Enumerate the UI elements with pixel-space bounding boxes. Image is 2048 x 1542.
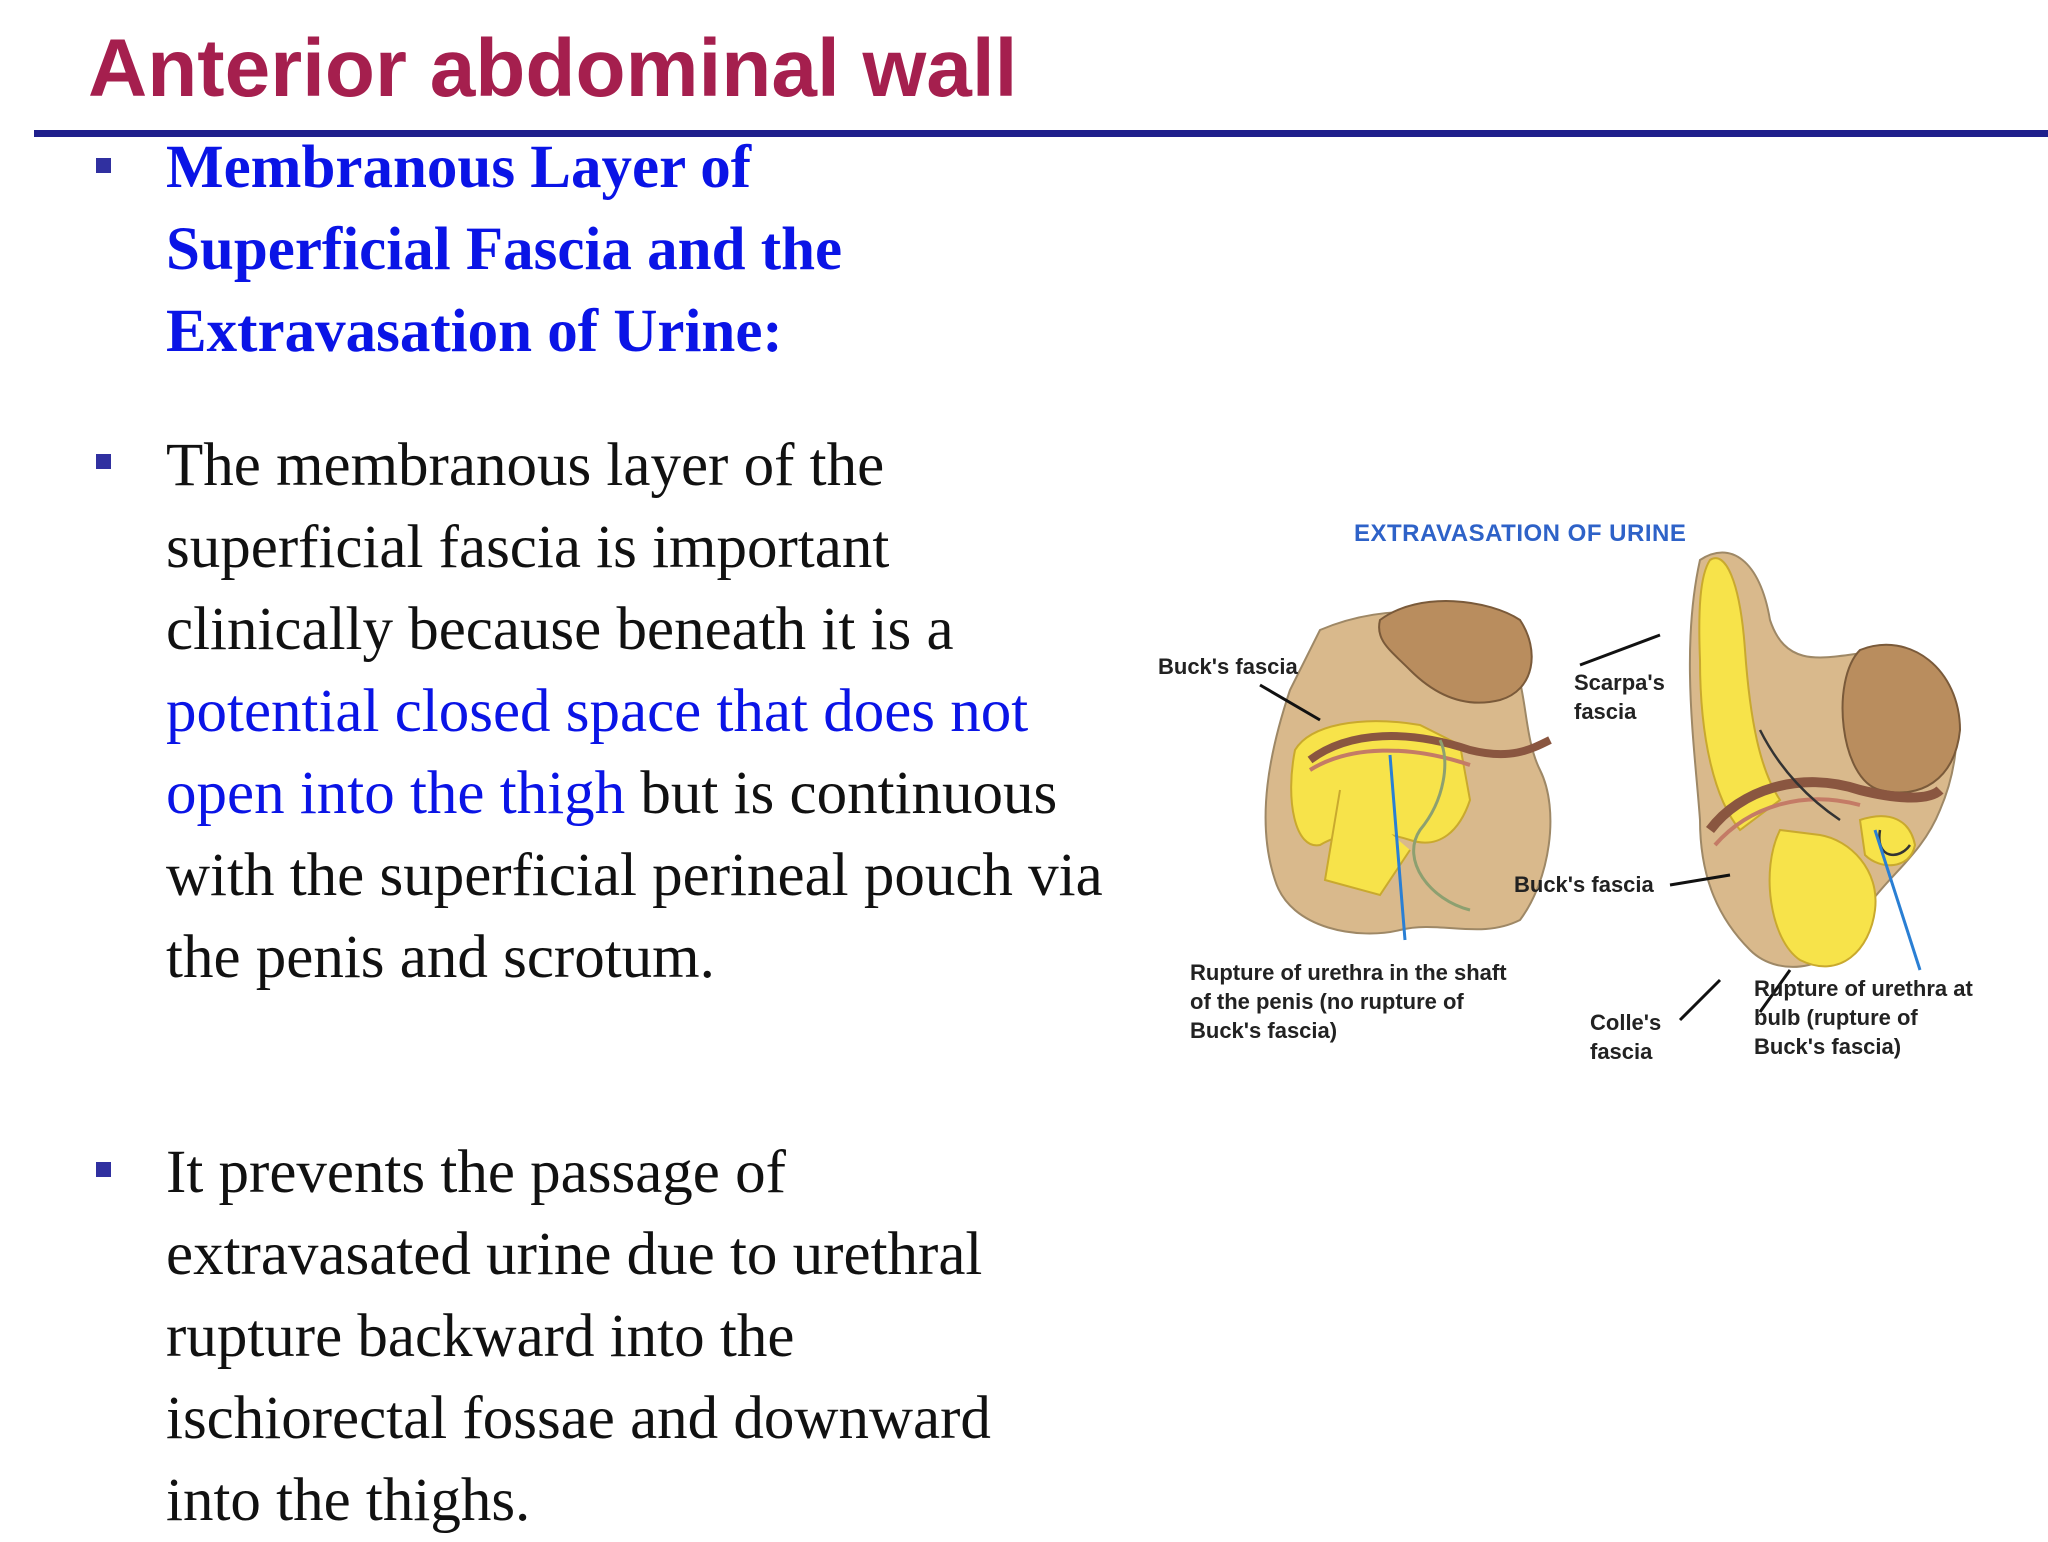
slide-title: Anterior abdominal wall bbox=[88, 23, 1018, 114]
paragraph-membranous-layer bbox=[166, 425, 1106, 999]
section-heading: Membranous Layer of Superficial Fascia and the Extravasation of Urine: bbox=[166, 134, 843, 365]
left-specimen bbox=[1266, 601, 1551, 933]
paragraph-text-continued: but is continuous with the superficial perineal pouch via the penis and scrotum. bbox=[166, 760, 1103, 991]
figure-title: EXTRAVASATION OF URINE bbox=[1354, 520, 1687, 547]
right-specimen bbox=[1690, 553, 1960, 967]
highlighted-text: potential closed space that does not open into the thigh bbox=[166, 678, 1029, 827]
extravasation-figure bbox=[1140, 500, 1980, 1080]
label-bucks-fascia-left: Buck's fascia bbox=[1158, 654, 1298, 679]
paragraph-prevents-passage: It prevents the passage of extravasated urine due to urethral rupture backward into the ischiorectal fossae and downward into the thighs. bbox=[166, 1139, 991, 1534]
label-rupture-bulb: Rupture of urethra at bulb (rupture of Buck's fascia) bbox=[1754, 976, 1973, 1059]
bullet-marker-2 bbox=[96, 454, 111, 469]
label-colles-fascia: Colle's fascia bbox=[1590, 1010, 1662, 1064]
bullet-marker-3 bbox=[96, 1162, 111, 1177]
paragraph-text: The membranous layer of the superficial fascia is important clinically because beneath it is a bbox=[166, 432, 954, 663]
label-bucks-fascia-right: Buck's fascia bbox=[1514, 872, 1654, 897]
bullet-marker-1 bbox=[96, 158, 111, 173]
label-rupture-shaft: Rupture of urethra in the shaft of the penis (no rupture of Buck's fascia) bbox=[1190, 960, 1507, 1043]
label-scarpas-fascia: Scarpa's fascia bbox=[1574, 670, 1665, 724]
